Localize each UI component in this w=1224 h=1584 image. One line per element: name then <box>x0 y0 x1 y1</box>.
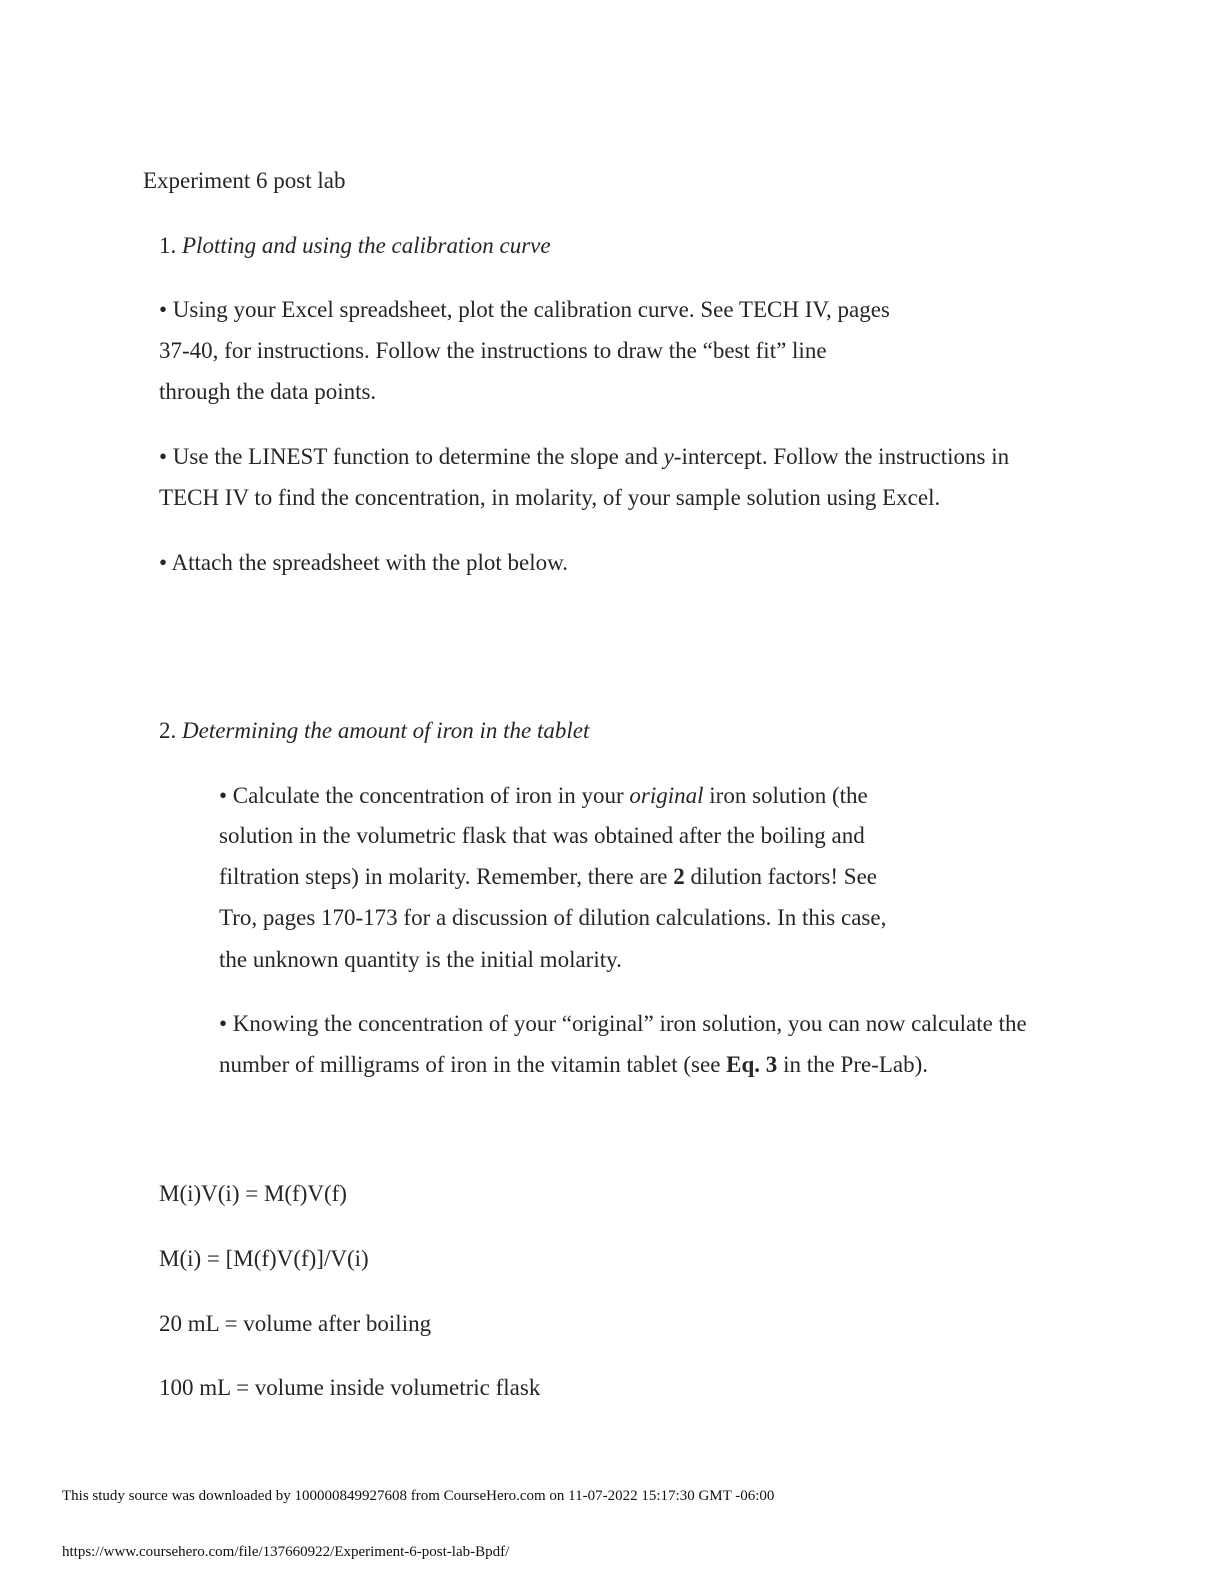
s1-bullet3-line1: • Attach the spreadsheet with the plot below. <box>159 550 568 575</box>
s2-bullet1-line2: solution in the volumetric flask that was obtained after the boiling and <box>219 823 865 848</box>
download-notice: This study source was downloaded by 100000849927608 from CourseHero.com on 11-07-2022 15:17:30 GMT -06:00 <box>62 1488 775 1504</box>
italic-y: y <box>663 444 674 469</box>
s1-bullet1-line1: • Using your Excel spreadsheet, plot the calibration curve. See TECH IV, pages <box>159 297 890 322</box>
bold-eq3: Eq. 3 <box>726 1052 778 1077</box>
s1-bullet2-line2: TECH IV to find the concentration, in molarity, of your sample solution using Excel. <box>159 485 941 510</box>
s1-bullet1-line2: 37-40, for instructions. Follow the instructions to draw the “best fit” line <box>159 338 827 363</box>
text-run: • Use the LINEST function to determine the slope and <box>159 444 664 469</box>
s2-bullet2-line1: • Knowing the concentration of your “original” iron solution, you can now calculate the <box>219 1011 1027 1036</box>
s2-bullet1-line3 <box>219 863 877 891</box>
answer-equation-2: M(i) = [M(f)V(f)]/V(i) <box>159 1246 369 1271</box>
s1-bullet2-line1 <box>159 443 1009 471</box>
s2-bullet1-line1 <box>219 782 868 810</box>
italic-original: original <box>629 783 704 808</box>
source-url[interactable]: https://www.coursehero.com/file/137660922/Experiment-6-post-lab-Bpdf/ <box>62 1544 510 1560</box>
page-title: Experiment 6 post lab <box>143 168 346 193</box>
text-run: • Calculate the concentration of iron in your <box>219 783 630 808</box>
text-run: dilution factors! See <box>684 864 878 889</box>
text-run: filtration steps) in molarity. Remember, there are <box>219 864 674 889</box>
section2-number: 2. <box>159 718 177 743</box>
s2-bullet1-line5: the unknown quantity is the initial molarity. <box>219 947 622 972</box>
s1-bullet1-line3: through the data points. <box>159 379 377 404</box>
text-run: -intercept. Follow the instructions in <box>673 444 1010 469</box>
text-run: number of milligrams of iron in the vitamin tablet (see <box>219 1052 727 1077</box>
s2-bullet1-line4: Tro, pages 170-173 for a discussion of dilution calculations. In this case, <box>219 905 887 930</box>
section1-number: 1. <box>159 233 177 258</box>
bold-two: 2 <box>673 864 685 889</box>
section2-heading <box>159 717 589 745</box>
s2-bullet2-line2 <box>219 1051 928 1079</box>
section2-title: Determining the amount of iron in the tablet <box>182 718 590 743</box>
section1-heading <box>159 232 551 260</box>
answer-note-1: 20 mL = volume after boiling <box>159 1311 432 1336</box>
answer-equation-1: M(i)V(i) = M(f)V(f) <box>159 1181 347 1206</box>
text-run: iron solution (the <box>703 783 868 808</box>
section1-title: Plotting and using the calibration curve <box>182 233 551 258</box>
text-run: in the Pre-Lab). <box>777 1052 929 1077</box>
answer-note-2: 100 mL = volume inside volumetric flask <box>159 1375 541 1400</box>
